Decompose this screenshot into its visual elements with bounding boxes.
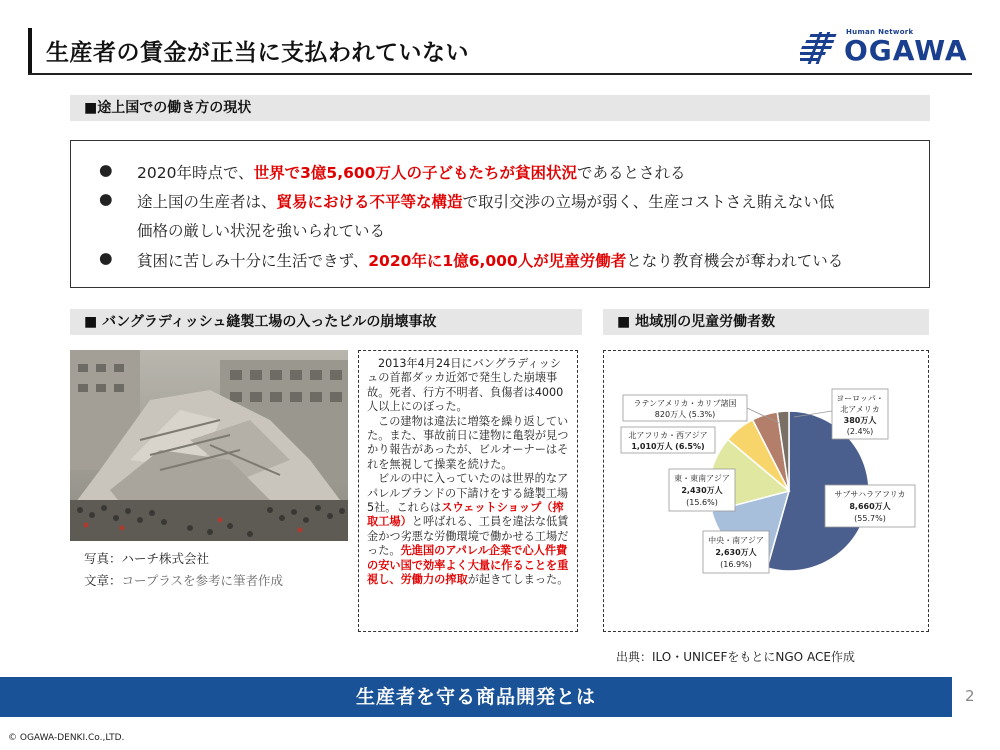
article-paragraph: ビルの中に入っていたのは世界的なアパレルブランドの下請けをする縫製工場5社。これらはスウェットショップ（搾取工場）と呼ばれる、工員を違法な低賃金かつ劣悪な労働環境で働かせる工場だった。先進国のアパレル企業で心人件費の安い国で効率よく大量に作ることを重視し、労働力の搾取が起きてしまった。 (367, 472, 569, 587)
collapse-photo (70, 350, 348, 541)
pie-chart (604, 351, 927, 630)
bullet-dot-icon: ● (99, 249, 113, 267)
svg-text:(55.7%): (55.7%) (854, 514, 886, 523)
svg-text:東・東南アジア: 東・東南アジア (674, 474, 730, 483)
label-east-asia (669, 469, 735, 511)
company-logo (800, 28, 972, 68)
section-heading-current-status: ■途上国での働き方の現状 (70, 95, 930, 121)
chart-container (603, 350, 929, 632)
article-paragraph: 2013年4月24日にバングラディッシュの首都ダッカ近郊で発生した崩壊事故。死者、行方不明者、負傷者は4000人以上にのぼった。 (367, 357, 564, 414)
section-heading-child-labor: ■ 地域別の児童労働者数 (603, 309, 929, 335)
title-accent-bar (28, 28, 32, 74)
label-sub-saharan-africa (825, 485, 915, 527)
svg-text:2,430万人: 2,430万人 (681, 486, 723, 495)
title-divider (28, 73, 972, 75)
svg-text:820万人 (5.3%): 820万人 (5.3%) (654, 410, 716, 419)
svg-text:8,660万人: 8,660万人 (849, 502, 891, 511)
section-heading-collapse: ■ バングラディッシュ縫製工場の入ったビルの崩壊事故 (70, 309, 582, 335)
logo-name: OGAWA (844, 34, 968, 67)
chart-source: 出典：ILO・UNICEFをもとにNGO ACE作成 (616, 650, 855, 664)
page-number: 2 (965, 687, 975, 705)
article-box (358, 350, 578, 632)
svg-text:サブサハラアフリカ: サブサハラアフリカ (834, 490, 906, 499)
svg-text:(2.4%): (2.4%) (846, 427, 874, 436)
page-title: 生産者の賃金が正当に支払われていない (46, 40, 469, 66)
svg-text:1,010万人 (6.5%): 1,010万人 (6.5%) (631, 442, 705, 451)
intro-box: ● 2020年時点で、世界で3億5,600万人の子どもたちが貧困状況であるとされる ● 途上国の生産者は、貿易における不平等な構造で取引交渉の立場が弱く、生産コストさえ賄えない低 価格の厳しい状況を強いられている ● 貧困に苦しみ十分に生活できず、2020年に1億6,000人が児童労働者となり教育機会が奪われている (70, 140, 930, 288)
article-paragraph: この建物は違法に増築を繰り返していた。また、事故前日に建物に亀裂が見つかり報告があったが、ビルオーナーはそれを無視して操業を続けた。 (367, 414, 569, 471)
building-collapse-image (70, 350, 348, 541)
label-north-africa-west-asia (621, 427, 715, 453)
svg-text:2,630万人: 2,630万人 (715, 548, 757, 557)
svg-text:ラテンアメリカ・カリブ諸国: ラテンアメリカ・カリブ諸国 (633, 399, 737, 408)
svg-text:中央・南アジア: 中央・南アジア (708, 536, 764, 545)
bullet-dot-icon: ● (99, 161, 113, 179)
logo-tagline: Human Network (846, 28, 914, 36)
bullet-dot-icon: ● (99, 190, 113, 208)
svg-text:北アメリカ: 北アメリカ (840, 405, 880, 414)
svg-text:380万人: 380万人 (843, 416, 877, 425)
copyright: © OGAWA-DENKI.Co.,LTD. (8, 733, 125, 743)
svg-text:北アフリカ・西アジア: 北アフリカ・西アジア (628, 431, 708, 440)
svg-text:(16.9%): (16.9%) (720, 560, 752, 569)
bottom-banner: 生産者を守る商品開発とは (0, 677, 952, 717)
svg-text:ヨーロッパ・: ヨーロッパ・ (836, 394, 884, 403)
svg-text:(15.6%): (15.6%) (686, 498, 718, 507)
text-credit: 文章：コープラスを参考に筆者作成 (84, 573, 284, 588)
label-central-south-asia (703, 531, 769, 573)
photo-credit: 写真：ハーチ株式会社 (84, 551, 210, 566)
logo-mark-icon (800, 30, 844, 68)
